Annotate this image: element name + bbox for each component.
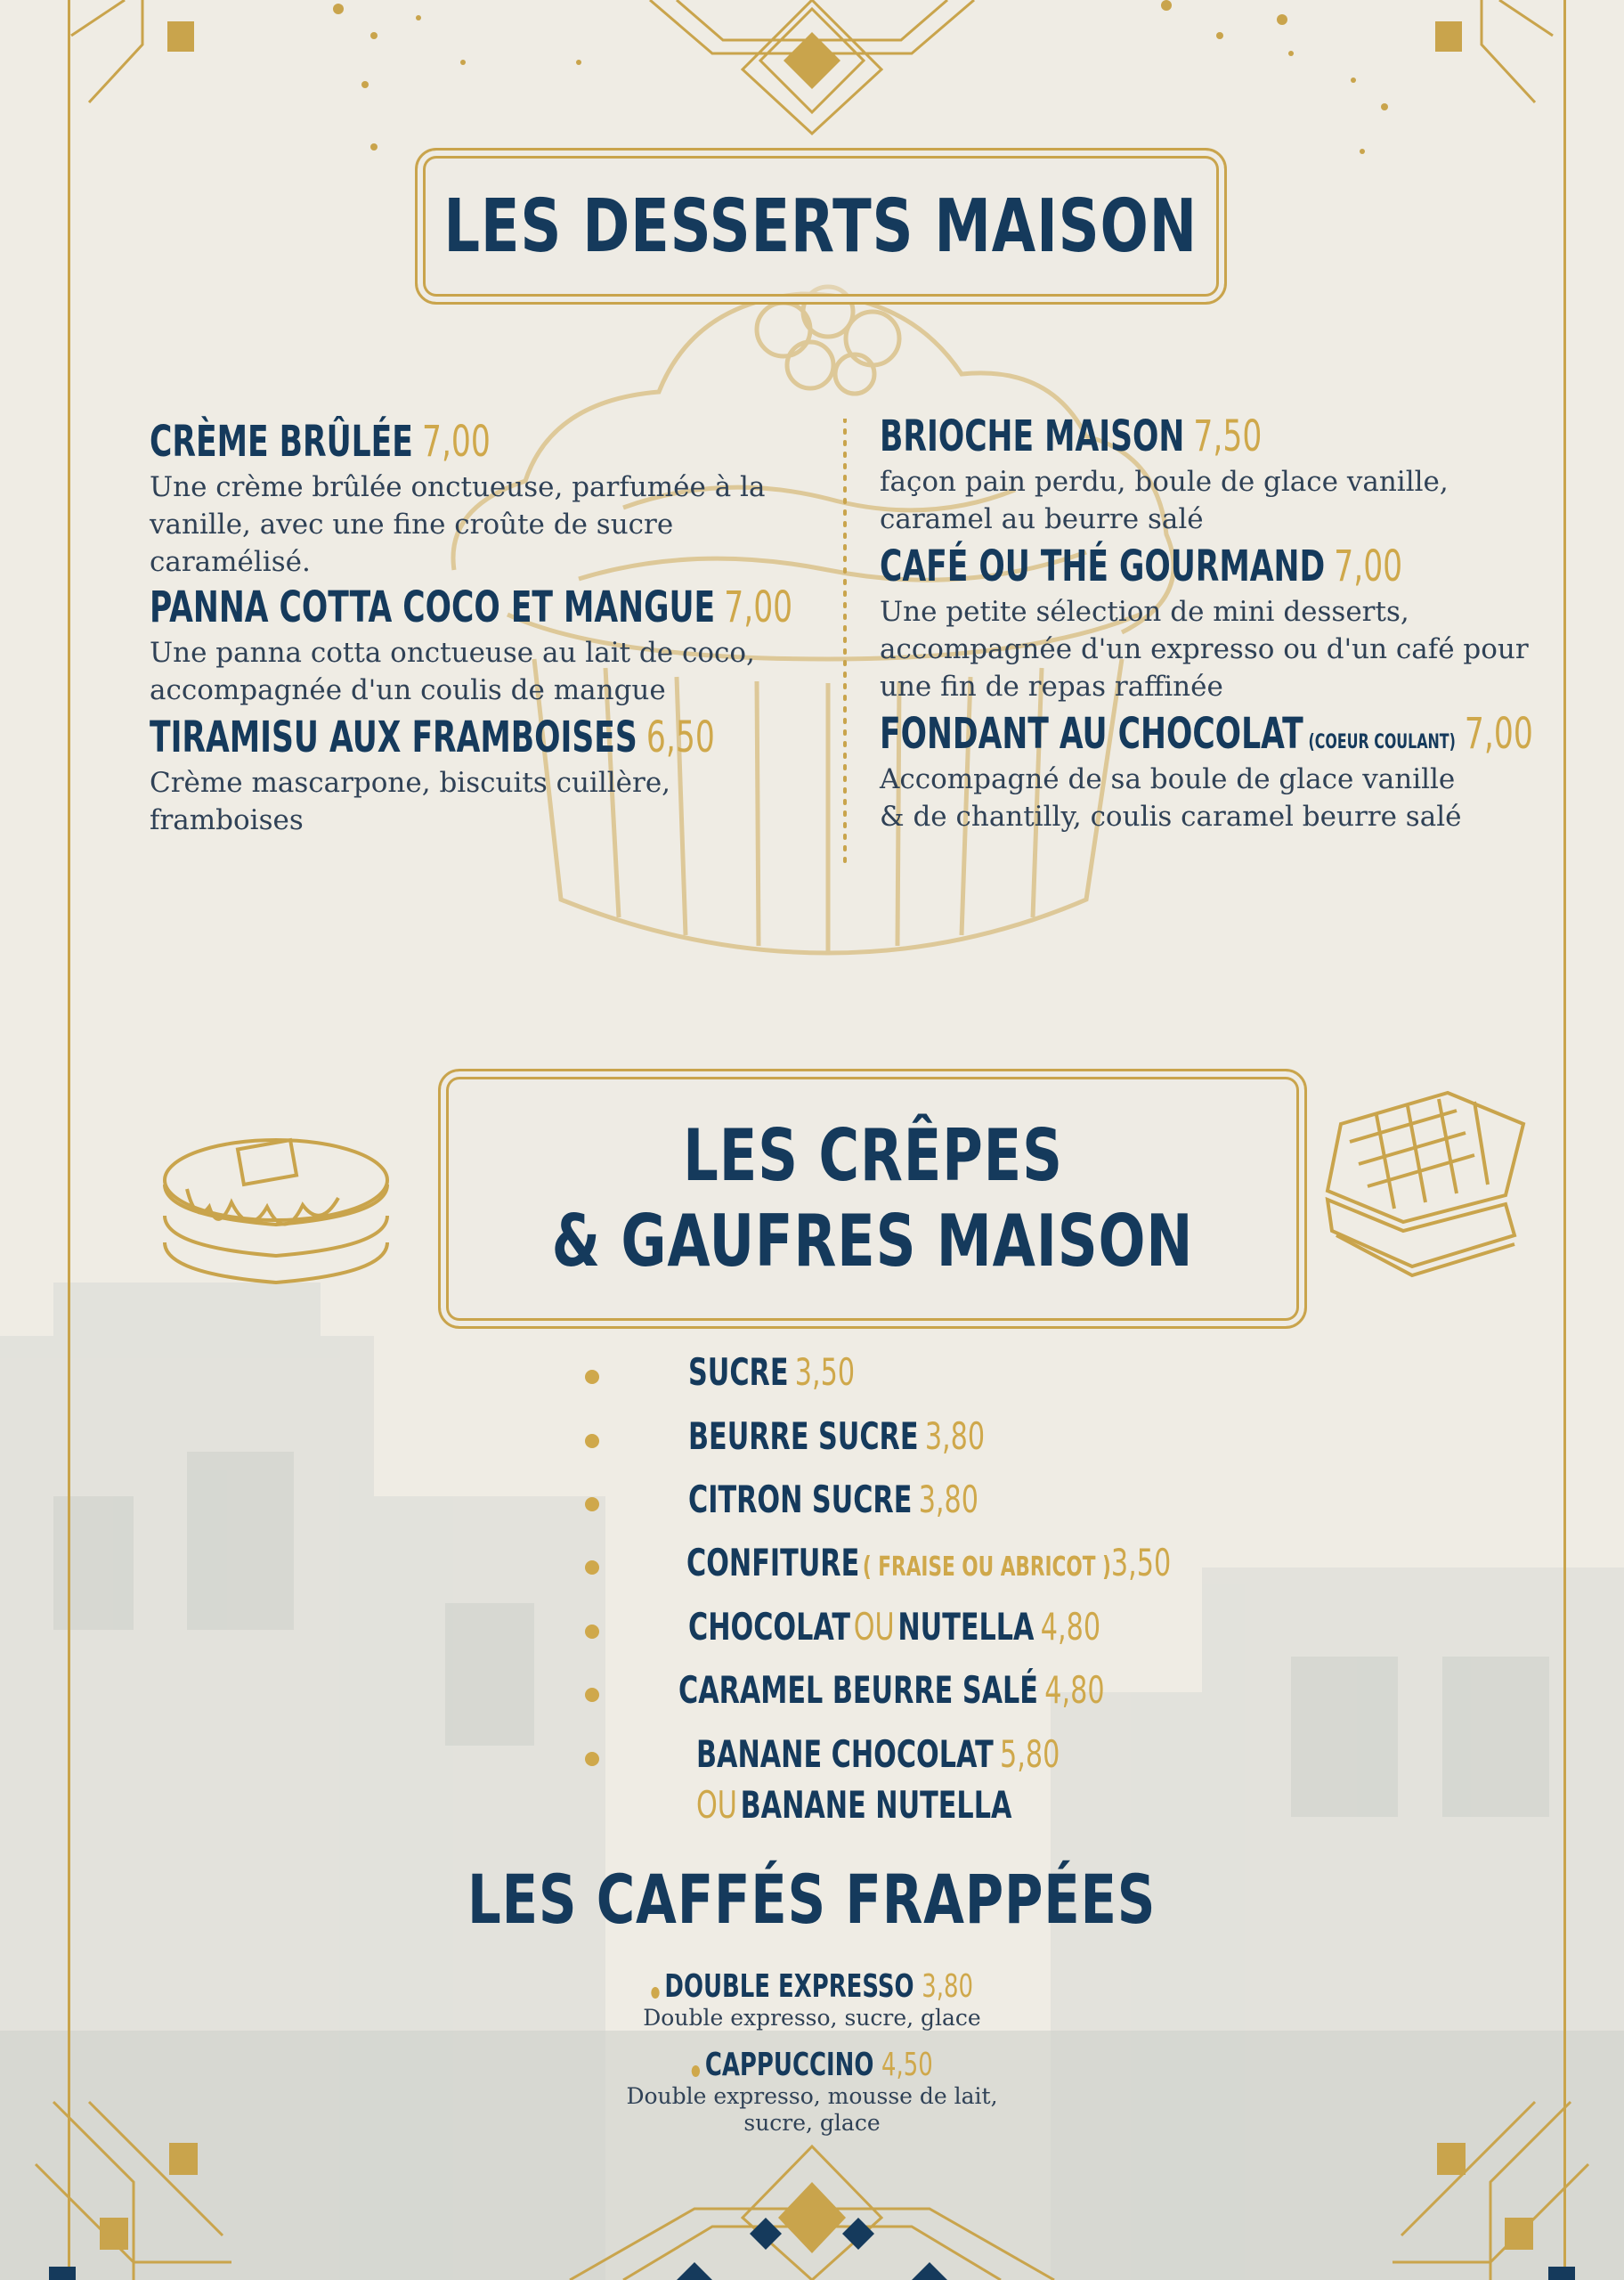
cafes-title: LES CAFFÉS FRAPPÉES [467, 1860, 1157, 1939]
crepe-or: OU [853, 1605, 895, 1649]
dessert-price: 6,50 [646, 712, 715, 762]
crepe-name: BANANE CHOCOLAT [696, 1732, 994, 1776]
dessert-item-brioche [880, 411, 1556, 538]
dessert-description: Une panna cotta onctueuse au lait de coco, accompagnée d'un coulis de mangue [150, 637, 755, 706]
crepe-name-alt: BANANE NUTELLA [740, 1783, 1012, 1827]
dessert-name: PANNA COTTA COCO ET MANGUE [150, 582, 716, 632]
crepe-price: 3,80 [924, 1414, 986, 1458]
art-deco-ornament-top [0, 0, 1624, 160]
crepe-name: BEURRE SUCRE [688, 1414, 919, 1458]
dessert-description: façon pain perdu, boule de glace vanille, caramel au beurre salé [880, 466, 1449, 535]
desserts-title-box [415, 148, 1227, 305]
waffle-stack-illustration [1323, 1088, 1537, 1284]
cafe-price: 3,80 [922, 1968, 973, 2005]
dessert-description: Crème mascarpone, biscuits cuillère, framboises [150, 767, 671, 836]
dessert-price: 7,00 [1464, 709, 1533, 759]
dessert-description: Accompagné de sa boule de glace vanille & de chantilly, coulis caramel beurre salé [880, 763, 1462, 833]
crepe-item [0, 1414, 1624, 1468]
crepe-price: 4,80 [1040, 1605, 1101, 1649]
cafe-name: DOUBLE EXPRESSO [664, 1968, 914, 2005]
dessert-note: (COEUR COULANT) [1308, 731, 1456, 753]
crepe-note: ( FRAISE OU ABRICOT ) [862, 1551, 1111, 1583]
bullet [585, 1624, 599, 1639]
crepe-item [0, 1605, 1624, 1658]
dessert-description: Une petite sélection de mini desserts, accompagnée d'un expresso ou d'un café pour une fin de repas raffinée [880, 596, 1529, 703]
bullet [585, 1370, 599, 1384]
crepe-name-alt: NUTELLA [897, 1605, 1035, 1649]
bullet [585, 1688, 599, 1702]
crepe-price: 3,50 [794, 1350, 856, 1394]
dessert-price: 7,00 [1334, 542, 1403, 591]
crepe-item [0, 1668, 1624, 1722]
cafes-title-wrap [0, 1860, 1624, 1939]
crepe-item [0, 1478, 1624, 1531]
crepes-title-line1: LES CRÊPES [682, 1114, 1063, 1197]
crepe-or: OU [696, 1783, 737, 1827]
crepes-title-line2: & GAUFRES MAISON [551, 1200, 1194, 1282]
column-divider [840, 419, 849, 864]
cafe-description: Double expresso, mousse de lait, sucre, glace [626, 2083, 998, 2136]
dessert-description: Une crème brûlée onctueuse, parfumée à la vanille, avec une fine croûte de sucre caramélisé. [150, 471, 766, 578]
dessert-name: TIRAMISU AUX FRAMBOISES [150, 712, 637, 762]
crepes-title-box [438, 1069, 1307, 1329]
dessert-price: 7,50 [1193, 411, 1263, 461]
dessert-item-creme-brulee [150, 417, 826, 581]
crepe-name: CARAMEL BEURRE SALÉ [678, 1668, 1038, 1712]
desserts-title: LES DESSERTS MAISON [443, 183, 1198, 269]
dessert-price: 7,00 [724, 582, 793, 632]
bullet [585, 1434, 599, 1448]
dessert-name: CRÈME BRÛLÉE [150, 417, 413, 467]
bullet [585, 1560, 599, 1575]
crepe-item [0, 1350, 1624, 1404]
crepe-name: SUCRE [688, 1350, 789, 1394]
dessert-name: FONDANT AU CHOCOLAT [880, 709, 1303, 759]
bullet [585, 1752, 599, 1766]
art-deco-ornament-bottom [0, 2084, 1624, 2280]
pancake-stack-illustration [160, 1118, 401, 1287]
cafe-description: Double expresso, sucre, glace [643, 2005, 981, 2031]
cafe-item-double-expresso [0, 1968, 1624, 2032]
dessert-item-panna-cotta [150, 582, 826, 709]
dessert-item-cafe-gourmand [880, 542, 1556, 705]
crepe-price: 3,80 [918, 1478, 979, 1521]
cafe-name: CAPPUCCINO [704, 2047, 874, 2083]
crepe-name: CITRON SUCRE [688, 1478, 913, 1521]
crepe-price: 4,80 [1044, 1668, 1105, 1712]
crepe-price: 5,80 [1000, 1732, 1060, 1776]
dessert-price: 7,00 [421, 417, 491, 467]
dessert-name: CAFÉ OU THÉ GOURMAND [880, 542, 1326, 591]
crepe-item [0, 1732, 1624, 1839]
cafe-price: 4,50 [881, 2047, 933, 2083]
dessert-item-fondant [880, 709, 1583, 835]
bullet [691, 2065, 699, 2077]
dessert-name: BRIOCHE MAISON [880, 411, 1185, 461]
bullet [651, 1987, 659, 1999]
crepe-name: CHOCOLAT [688, 1605, 851, 1649]
dessert-item-tiramisu [150, 712, 826, 839]
bullet [585, 1497, 599, 1511]
crepe-item [0, 1541, 1624, 1594]
crepe-price: 3,50 [1110, 1541, 1172, 1584]
crepe-name: CONFITURE [686, 1541, 860, 1584]
